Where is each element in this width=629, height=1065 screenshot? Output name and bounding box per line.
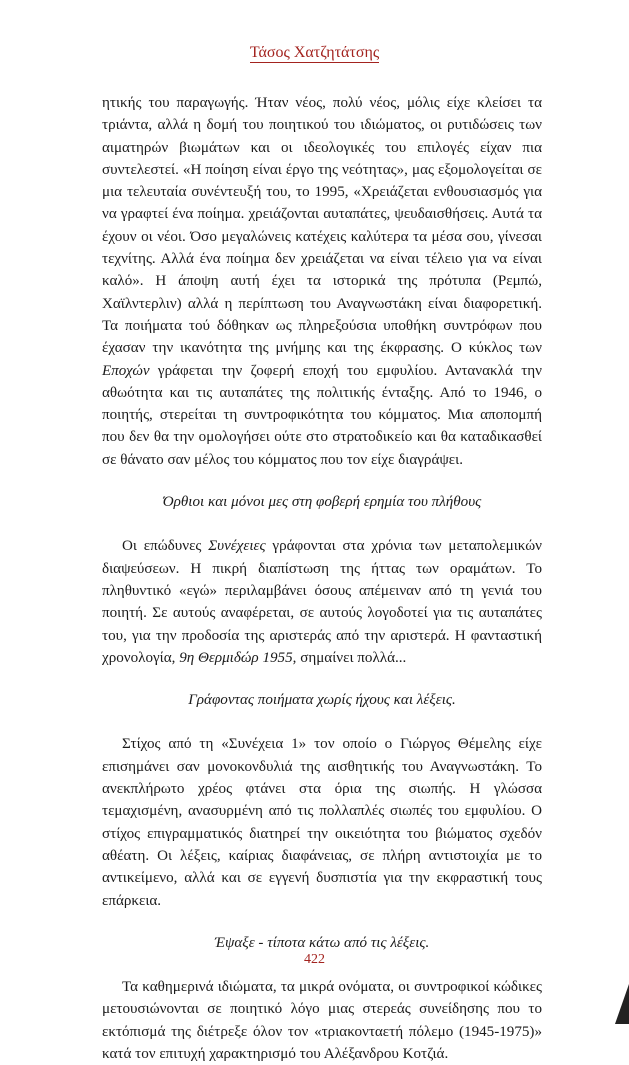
header-author: Τάσος Χατζητάτσης [249, 44, 380, 61]
paragraph-4: Τα καθημερινά ιδιώματα, τα μικρά ονόματα, οι συντροφικοί κώδικες μετουσιώνονται σε ποιητικό λόγο μιας στερεάς συνείδησης που το εκτόπισμά της διέτρεξε όλον τον «τριακονταετή πόλεμο (1945-1975)» κατά τον επιτυχή χαρακτηρισμό του Αλέξανδρου Κοτζιά. [102, 979, 542, 1062]
page-corner-mark [615, 984, 629, 1024]
paragraph-2-emphasis-b: 9η Θερμιδώρ 1955 [179, 649, 293, 666]
section-heading-2: Γράφοντας ποιήματα χωρίς ήχους και λέξεις. [188, 692, 456, 709]
paragraph-1 [102, 92, 542, 471]
paragraph-3: Στίχος από τη «Συνέχεια 1» τον οποίο ο Γιώργος Θέμελης είχε επισημάνει σαν μονοκονδυλιά της αισθητικής του Αναγνωστάκη. Το ανεκπλήρωτο χρέος φτάνει στα όρια της σιωπής. Η γλώσσα τεμαχισμένη, ανασυρμένη από τις πολλαπλές σιωπές του εμφυλίου. Ο στίχος επιγραμματικός διατηρεί την οικειότητα του βιώματος σχεδόν αθέατη. Οι λέξεις, καίριας διαφάνειας, σε πλήρη αντιστοιχία με το αντικείμενο, αλλά και σε εγγενή δυσπιστία για την εκφραστική τους επάρκεια. [102, 736, 542, 909]
paragraph-1-text-a: ητικής του παραγωγής. Ήταν νέος, πολύ νέος, μόλις είχε κλείσει τα τριάντα, αλλά η δομή του ποιητικού του ιδιώματος, οι ρυτιδώσεις των αιματηρών βιωμάτων και οι ιδεολογικές του επιλογές είχαν πια συντελεστεί. «Η ποίηση είναι έργο της νεότητας», μας εξομολογείται σε μια τελευταία συνέντευξή του, το 1995, «Χρειάζεται ενθουσιασμός για να γραφτεί ένα ποίημα. χρειάζονται αυταπάτες, ψευδαισθήσεις. Αυτά τα έχουν οι νέοι. Όσο μεγαλώνεις κατέχεις καλύτερα τα μέσα σου, γίνεσαι τεχνίτης. Αλλά ένα ποίημα δεν χρειάζεται να είναι τέλειο για να είναι καλό». Η άποψη αυτή έχει τα ιστορικά της πρότυπα (Ρεμπώ, Χαϊλντερλιν) αλλά η περίπτωση του Αναγνωστάκη είναι διαφορετική. Τα ποιήματα τού δόθηκαν ως πληρεξούσια υποθήκη συντρόφων που έχασαν την ικανότητα της μνήμης και της έκφρασης. Ο κύκλος των [102, 95, 542, 357]
page-number: 422 [304, 952, 325, 967]
paragraph-2-text-b: γράφονται στα χρόνια των μεταπολεμικών διαψεύσεων. Η πικρή διαπίστωση της ήττας των οραμάτων. Το πληθυντικό «εγώ» περιλαμβάνει όσους απέμειναν από τη γενιά του ποιητή. Σε αυτούς αναφέρεται, σε αυτούς λογοδοτεί για τις αυταπάτες του, για την προδοσία της αριστεράς από την αριστερά. Η φανταστική χρονολογία, [102, 538, 542, 666]
page-body [102, 92, 542, 1065]
section-heading-1: Όρθιοι και μόνοι μες στη φοβερή ερημία του πλήθους [162, 494, 482, 511]
section-heading-3: Έψαξε - τίποτα κάτω από τις λέξεις. [214, 934, 430, 951]
paragraph-1-emphasis: Εποχών [102, 362, 150, 379]
paragraph-1-text-b: γράφεται την ζοφερή εποχή του εμφυλίου. Αντανακλά την αθωότητα και τις αυταπάτες της πολιτικής ένταξης. Από το 1946, ο ποιητής, στερείται τη συντροφικότητα του κόμματος. Μια αποπομπή που δεν θα την ομολογήσει ούτε στο στρατοδικείο και θα καταδικασθεί σε θάνατο σαν μέλος του κόμματος που τον είχε διαγράψει. [102, 362, 542, 468]
paragraph-2 [102, 535, 542, 669]
paragraph-2-text-a: Οι επώδυνες [122, 538, 209, 555]
running-header [0, 44, 629, 62]
paragraph-2-text-c: , σημαίνει πολλά... [292, 649, 407, 666]
paragraph-2-emphasis-a: Συνέχειες [208, 538, 266, 555]
